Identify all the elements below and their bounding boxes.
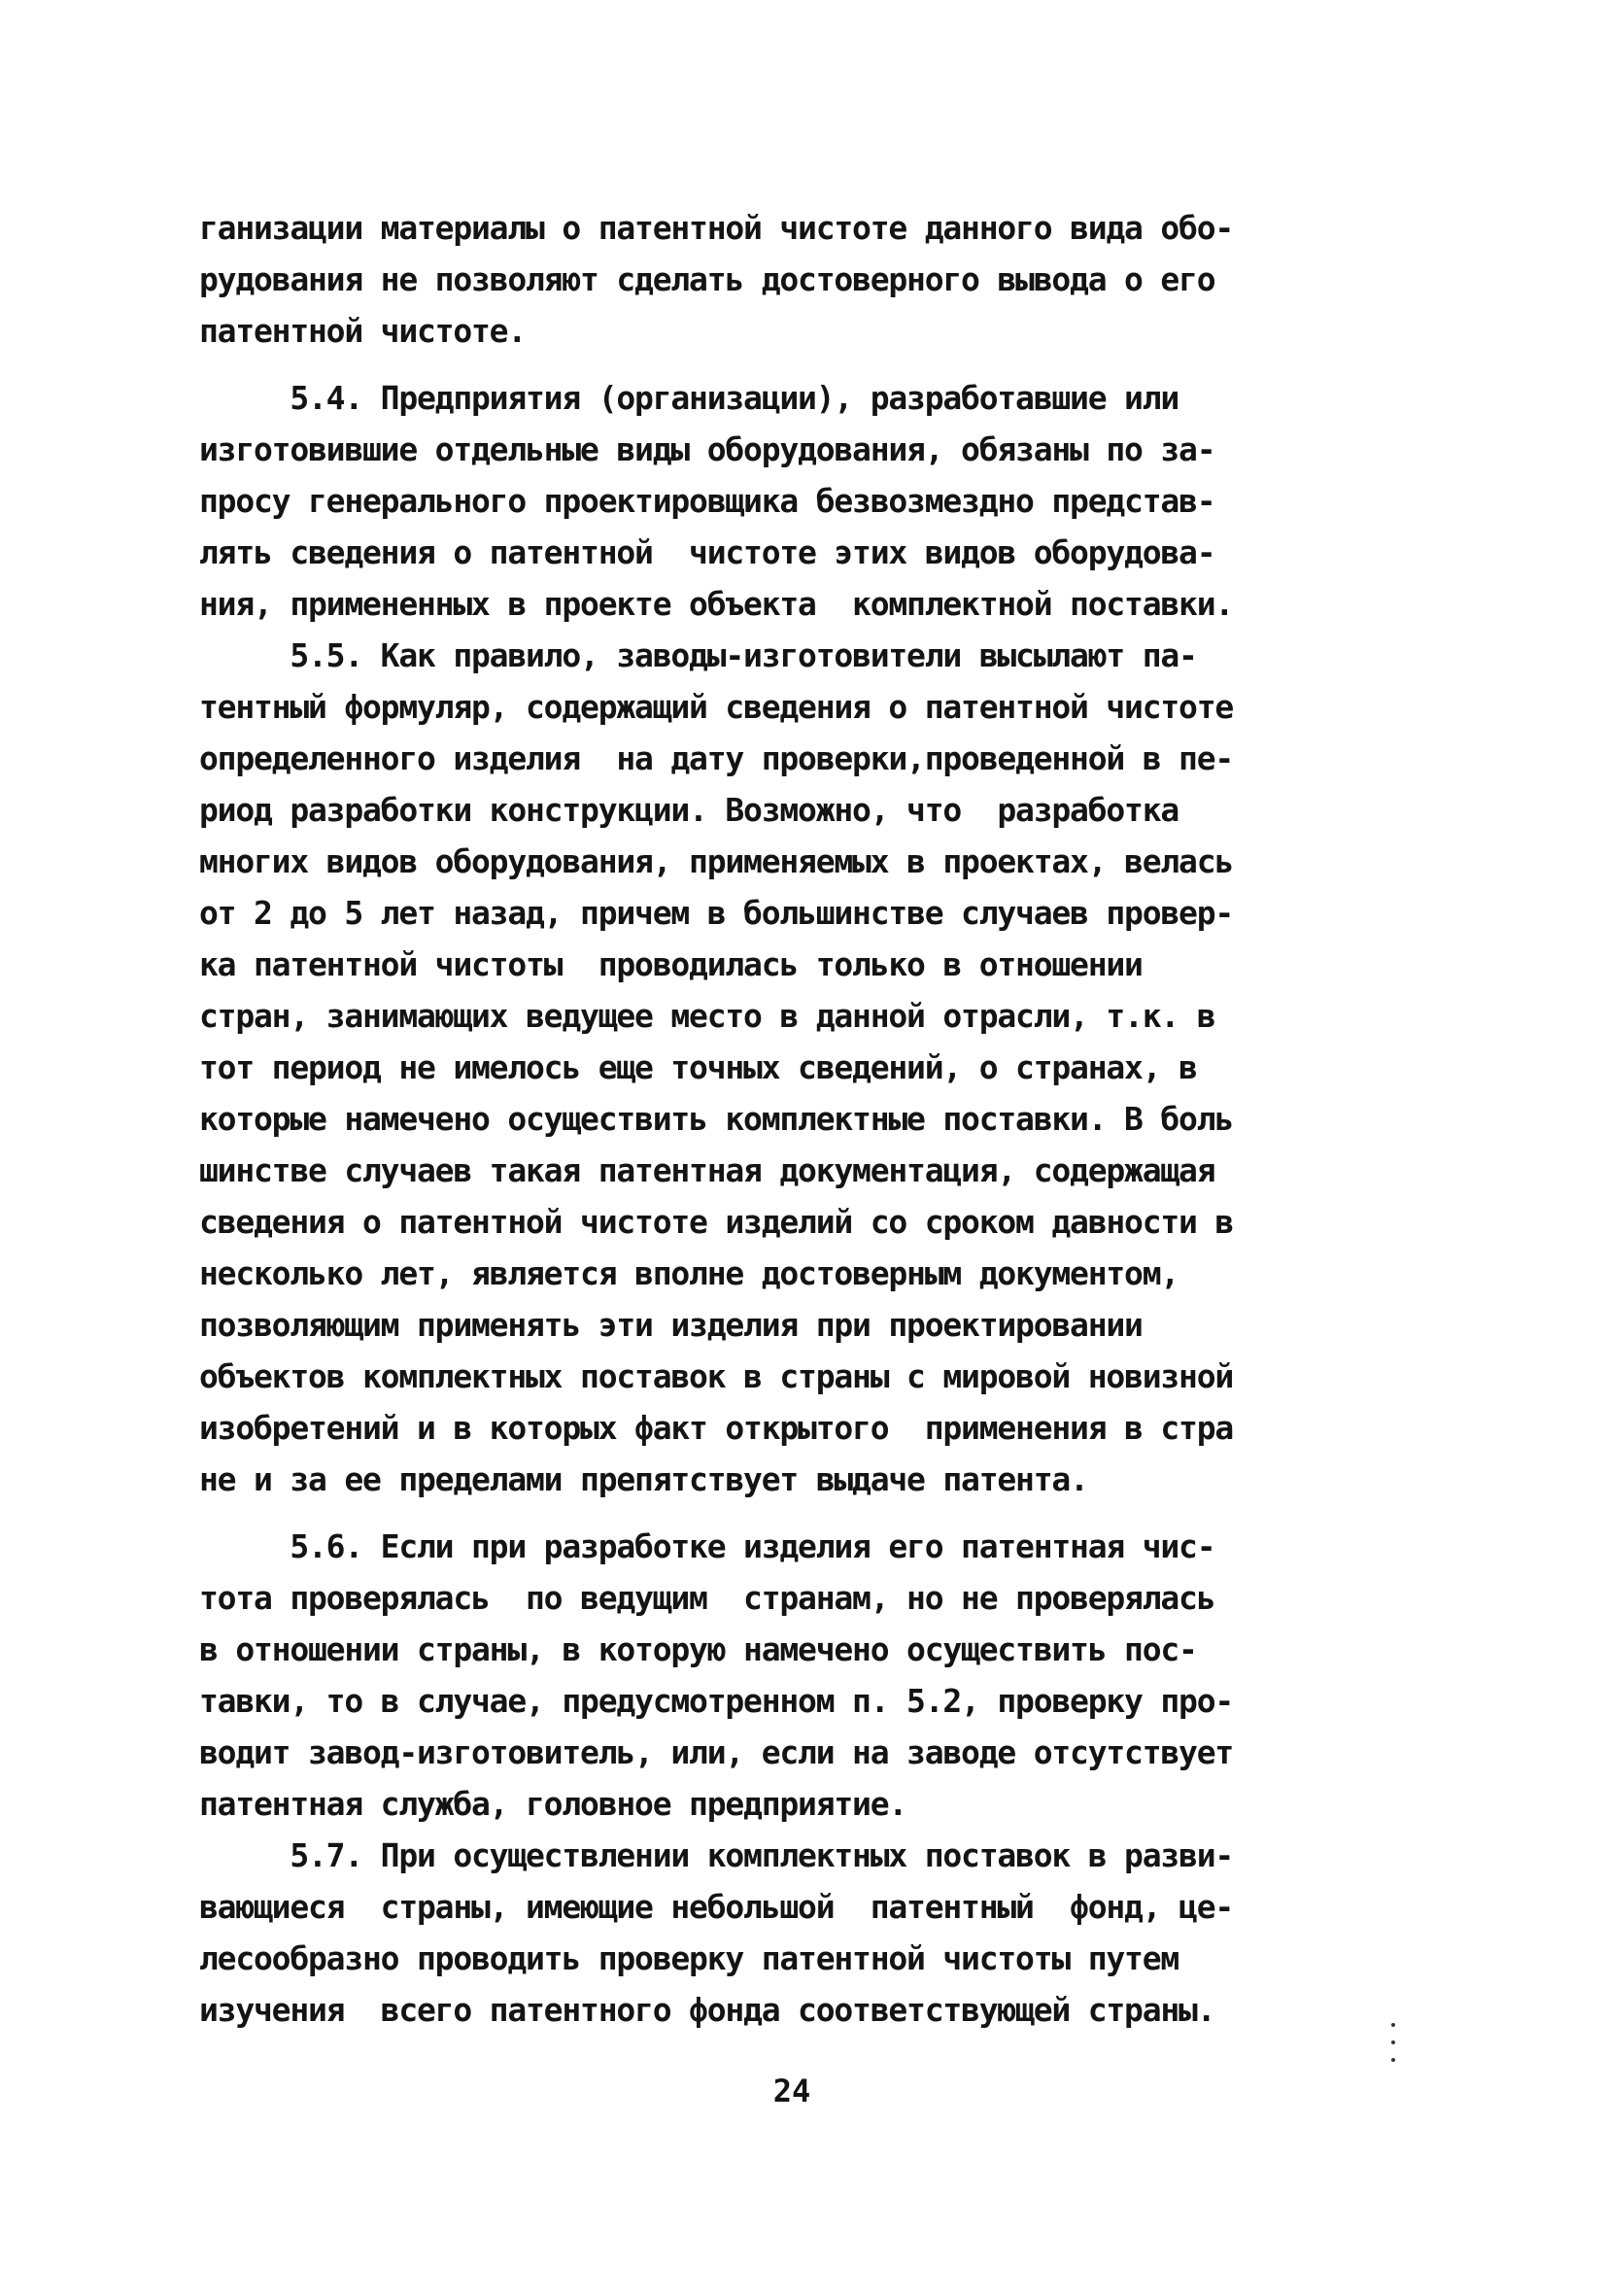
text-line: патентной чистоте. <box>199 312 527 350</box>
text-line: ганизации материалы о патентной чистоте данного вида обо- <box>199 209 1234 247</box>
text-line: изучения всего патентного фонда соответствующей страны. <box>199 1991 1215 2029</box>
text-line: ния, примененных в проекте объекта комплектной поставки. <box>199 585 1234 623</box>
margin-dot <box>1391 2023 1395 2027</box>
text-line: просу генерального проектировщика безвозмездно представ- <box>199 482 1215 520</box>
text-line: риод разработки конструкции. Возможно, что разработка <box>199 791 1179 829</box>
text-line: которые намечено осуществить комплектные поставки. В боль <box>199 1100 1234 1138</box>
text-line: многих видов оборудования, применяемых в проектах, велась <box>199 842 1234 880</box>
paragraph-gap <box>199 1505 1414 1521</box>
paragraph-gap <box>199 357 1414 372</box>
text-line: изготовившие отдельные виды оборудования, обязаны по за- <box>199 430 1215 468</box>
text-line: стран, занимающих ведущее место в данной отрасли, т.к. в <box>199 997 1215 1035</box>
text-line: тавки, то в случае, предусмотренном п. 5.2, проверку про- <box>199 1682 1234 1720</box>
text-line: определенного изделия на дату проверки,проведенной в пе- <box>199 739 1234 777</box>
text-line: сведения о патентной чистоте изделий со сроком давности в <box>199 1203 1234 1241</box>
text-line: 5.6. Если при разработке изделия его патентная чис- <box>199 1527 1215 1565</box>
text-line: изобретений и в которых факт открытого применения в стра <box>199 1409 1234 1447</box>
margin-dot <box>1391 2058 1395 2062</box>
text-line: тота проверялась по ведущим странам, но не проверялась <box>199 1579 1215 1617</box>
text-line: лять сведения о патентной чистоте этих видов оборудова- <box>199 533 1215 571</box>
text-line: тот период не имелось еще точных сведений, о странах, в <box>199 1048 1197 1086</box>
body-text <box>199 202 1414 2036</box>
text-line: объектов комплектных поставок в страны с мировой новизной <box>199 1357 1234 1395</box>
page-number: 24 <box>772 2073 811 2109</box>
text-line: 5.5. Как правило, заводы-изготовители высылают па- <box>199 636 1197 674</box>
text-line: шинстве случаев такая патентная документация, содержащая <box>199 1151 1215 1189</box>
text-line: водит завод-изготовитель, или, если на заводе отсутствует <box>199 1733 1234 1771</box>
text-line: патентная служба, головное предприятие. <box>199 1785 907 1823</box>
text-line: позволяющим применять эти изделия при проектировании <box>199 1306 1143 1344</box>
text-line: несколько лет, является вполне достоверным документом, <box>199 1254 1179 1292</box>
text-line: 5.7. При осуществлении комплектных поставок в разви- <box>199 1836 1234 1874</box>
text-line: ка патентной чистоты проводилась только в отношении <box>199 945 1143 983</box>
text-line: 5.4. Предприятия (организации), разработавшие или <box>199 379 1179 417</box>
text-line: не и за ее пределами препятствует выдаче патента. <box>199 1460 1088 1498</box>
text-line: рудования не позволяют сделать достоверного вывода о его <box>199 260 1215 298</box>
margin-dot <box>1391 2040 1395 2044</box>
text-line: лесообразно проводить проверку патентной чистоты путем <box>199 1939 1179 1977</box>
text-line: вающиеся страны, имеющие небольшой патентный фонд, це- <box>199 1888 1234 1926</box>
text-line: тентный формуляр, содержащий сведения о патентной чистоте <box>199 688 1234 726</box>
text-line: от 2 до 5 лет назад, причем в большинстве случаев провер- <box>199 894 1234 932</box>
text-line: в отношении страны, в которую намечено осуществить пос- <box>199 1630 1197 1668</box>
